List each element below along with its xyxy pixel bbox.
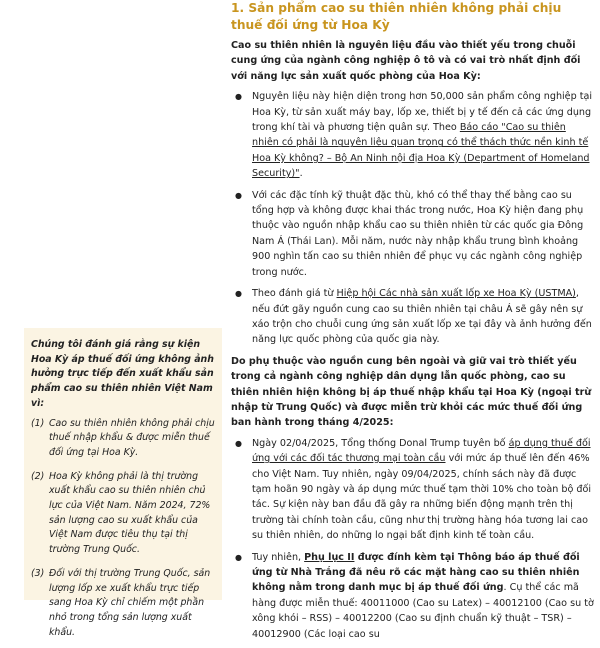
ustma-link[interactable]: Hiệp hội Các nhà sản xuất lốp xe Hoa Kỳ (USTMA) [336, 288, 576, 300]
appendix-link[interactable]: Phụ lục II [304, 551, 355, 563]
callout-item [31, 470, 216, 558]
section-heading: 1. Sản phẩm cao su thiên nhiên không phải chịu thuế đối ứng từ Hoa Kỳ [231, 1, 562, 32]
bullet-text: Ngày 02/04/2025, Tổng thống Donal Trump tuyên bố [252, 437, 509, 449]
bullet-icon: ● [235, 190, 242, 200]
bullet-text: . Cụ thể các mã hàng được miễn thuế: 40011000 (Cao su Latex) – 40012100 (Cao su tờ xông khói – RSS) – 40012200 (Cao su định chuẩn kỹ thuật – TSR) – 40012900 (Các loại cao su [252, 582, 594, 640]
bullet-list [228, 436, 594, 642]
callout-item [31, 567, 216, 641]
callout-text: Hoa Kỳ không phải là thị trường xuất khẩu cao su thiên nhiên chủ lực của Việt Nam. Năm 2024, 72% sản lượng cao su xuất khẩu của Việt Nam được tiêu thụ tại thị trường Trung Quốc. [49, 470, 211, 556]
bullet-text: Tuy nhiên, [252, 551, 305, 563]
list-item [228, 286, 594, 348]
report-link[interactable]: Báo cáo "Cao su thiên nhiên có phải là nguyên liệu quan trọng có thể thách thức nền kinh tế Hoa Kỳ không? – Bộ An Ninh nội địa Hoa Kỳ (Department of Homeland Security)" [252, 122, 590, 180]
bullet-text: . [299, 168, 303, 180]
callout-text: Đối với thị trường Trung Quốc, sản lượng lốp xe xuất khẩu trực tiếp sang Hoa Kỳ chỉ chiếm một phần nhỏ trong tổng sản lượng xuất khẩu. [49, 567, 211, 638]
list-item [228, 89, 594, 181]
bullet-text: với mức áp thuế lên đến 46% cho Việt Nam. Tuy nhiên, ngày 09/04/2025, chính sách này đã được tạm hoãn 90 ngày và áp dụng mức thuế tạm thời 10% cho toàn bộ đối tác. Sự kiện này ban đầu đã gây ra những biến động mạnh trên thị trường tài chính toàn cầu, cũng như thị trường hàng hóa tương lai cao su thiên nhiên, do những lo ngại bất định kinh tế toàn cầu. [252, 453, 592, 542]
section-intro: Do phụ thuộc vào nguồn cung bên ngoài và giữ vai trò thiết yếu trong cả ngành công nghiệp dân dụng lẫn quốc phòng, cao su thiên nhiên hiện không bị áp thuế nhập khẩu tại Hoa Kỳ (ngoại trừ nhập từ Trung Quốc) và được miễn trừ khỏi các mức thuế đối ứng ban hành trong tháng 4/2025: [231, 355, 592, 429]
section-intro: Cao su thiên nhiên là nguyên liệu đầu vào thiết yếu trong chuỗi cung ứng của ngành công nghiệp ô tô và có vai trò nhất định đối với năng lực sản xuất quốc phòng của Hoa Kỳ: [231, 40, 581, 82]
bullet-icon: ● [235, 289, 242, 299]
bullet-text: được đính kèm tại Thông báo áp thuế đối ứng từ Nhà Trắng đã nêu rõ các mặt hàng cao su thiên nhiên không nằm trong danh mục bị áp thuế đối ứng [252, 551, 580, 594]
callout-number: (1) [31, 417, 45, 429]
callout-intro: Chúng tôi đánh giá rằng sự kiện Hoa Kỳ áp thuế đối ứng không ảnh hưởng trực tiếp đến xuất khẩu sản phẩm cao su thiên nhiên Việt Nam vì: [31, 339, 214, 409]
bullet-text: , nếu đứt gãy nguồn cung cao su thiên nhiên tại châu Á sẽ gây nên sự xáo trộn cho chuỗi cung ứng sản xuất lốp xe tại đây và ảnh hưởng đến năng lực quốc phòng của quốc gia này. [252, 288, 592, 346]
callout-text: Cao su thiên nhiên không phải chịu thuế nhập khẩu & được miễn thuế đối ứng tại Hoa Kỳ. [49, 417, 215, 458]
callout-item [31, 417, 216, 461]
list-item [228, 436, 594, 544]
list-item [228, 550, 594, 642]
bullet-text: Nguyên liệu này hiện diện trong hơn 50,000 sản phẩm công nghiệp tại Hoa Kỳ, từ sản xuất máy bay, lốp xe, thiết bị y tế đến cả các ứng dụng trong khí tài và phương tiện quân sự. Theo [252, 91, 593, 134]
bullet-list [228, 89, 594, 348]
callout-number: (2) [31, 470, 45, 482]
callout-number: (3) [31, 567, 45, 579]
bullet-icon: ● [235, 92, 242, 102]
tariff-link[interactable]: áp dụng thuế đối ứng với các đối tác thương mại toàn cầu [252, 437, 591, 465]
main-content [228, 0, 594, 648]
bullet-icon: ● [235, 552, 242, 562]
list-item [228, 188, 594, 280]
sidebar-callout [24, 328, 222, 638]
bullet-text: Với các đặc tính kỹ thuật đặc thù, khó có thể thay thế bằng cao su tổng hợp và không được khai thác trong nước, Hoa Kỳ hiện đang phụ thuộc vào nguồn nhập khẩu cao su thiên nhiên từ các quốc gia Đông Nam Á (Thái Lan). Mỗi năm, nước này nhập khẩu trung bình khoảng 900 nghìn tấn cao su thiên nhiên để phục vụ các ngành công nghiệp trong nước. [252, 189, 584, 278]
bullet-text: Theo đánh giá từ [252, 288, 337, 300]
bullet-icon: ● [235, 438, 242, 448]
